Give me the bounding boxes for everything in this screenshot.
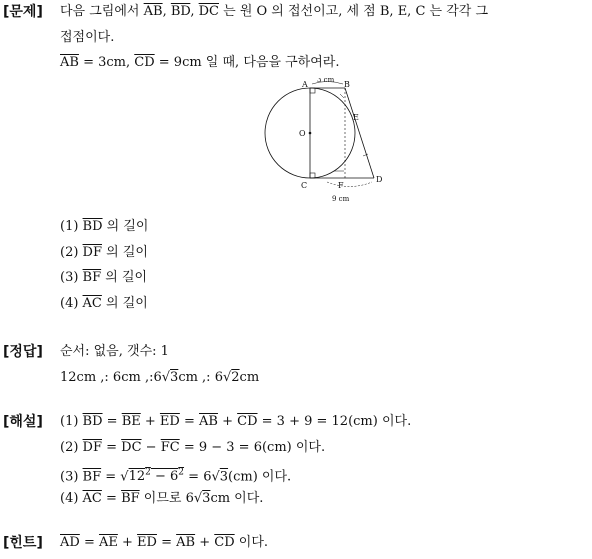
text: 의 길이 [102,244,148,260]
question-item [60,217,584,243]
hint-body [60,533,584,559]
explanation-line-2 [60,438,584,464]
text: = [102,414,122,429]
sqrt-symbol: √ [161,370,171,385]
segment: $\overline{ED}$ [137,535,157,550]
text: 이므로 6 [139,490,194,506]
answer-line-1: 순서: 없음, 갯수: 1 [60,344,169,359]
segment: $\overline{BD}$ [82,219,103,234]
segment: $\overline{BE}$ [121,414,141,429]
segment: $\overline{DF}$ [82,244,102,260]
question-item [60,294,584,320]
answer-tag: [정답] [3,344,43,360]
segment: $\overline{CD}$ [214,535,235,550]
text: 의 길이 [101,270,148,285]
text: cm [239,370,260,385]
radicand: 3 [219,469,229,485]
explanation-tag: [해설] [3,414,43,430]
text: = 9cm 일 때, 다음을 구하여라. [154,55,340,70]
text: , [162,4,171,19]
tick-mark [363,154,368,156]
question-item [60,243,584,269]
radicand: 3 [170,370,179,385]
segment: $\overline{AC}$ [82,295,102,311]
right-angle-c [310,173,315,178]
text: − [141,439,161,455]
segment: $\overline{DC}$ [121,439,142,455]
segment: $\overline{BD}$ [82,414,103,429]
segment: $\overline{AD}$ [60,535,80,550]
label-c: C [301,181,308,190]
segment-dc: $\overline{DC}$ [198,4,219,19]
text: 12 [128,469,146,485]
text: = 3 + 9 = 12(cm) 이다. [257,414,412,429]
radicand: 3 [202,490,211,506]
segment: $\overline{AB}$ [176,535,196,550]
question-list [60,217,584,319]
segment: $\overline{ED}$ [159,414,180,429]
label-top-length: 3 cm [317,78,335,84]
exponent: 2 [178,468,185,478]
answer-body [60,342,584,394]
radicand: 2 [231,370,240,385]
label-d: D [376,175,383,184]
explanation-line-1 [60,412,584,438]
text: = [101,490,122,506]
text: + [217,414,238,429]
text: 이다. [234,535,269,550]
segment-ab: $\overline{AB}$ [143,4,163,19]
hint-line [60,533,584,559]
segment: $\overline{FC}$ [160,439,180,455]
label-f: F [338,181,344,190]
segment: $\overline{BF}$ [82,270,102,285]
text: = [79,535,99,550]
right-angle-a [310,88,315,93]
explanation-body [60,412,584,514]
question-item [60,268,584,294]
text: (3) [60,270,83,285]
segment: $\overline{BF}$ [121,490,140,506]
hint-tag: [힌트] [3,535,43,551]
text: = [102,439,122,455]
segment: $\overline{BF}$ [82,469,102,485]
text: (1) [60,219,83,234]
text: cm ,: 6 [178,370,223,385]
segment: $\overline{DF}$ [82,439,102,455]
segment: $\overline{AE}$ [98,535,118,550]
label-a: A [302,80,308,89]
text: (1) [60,414,83,429]
text: 12cm ,: 6cm ,:6 [60,370,162,385]
segment: $\overline{AB}$ [199,414,218,429]
problem-line-2: 접점이다. [60,29,115,45]
label-e: E [353,113,359,122]
text: (2) [60,439,83,455]
segment-cd: $\overline{CD}$ [134,55,155,70]
text: (4) [60,295,83,311]
problem-tag: [문제] [3,4,43,20]
sqrt-symbol: √ [222,370,232,385]
segment: $\overline{CD}$ [237,414,258,429]
problem-line-1 [60,2,584,28]
radicand [129,469,184,484]
text: , [190,4,199,19]
text: − 6 [150,469,179,485]
tangent-circle-figure [262,78,392,208]
text: (cm) 이다. [228,469,292,485]
answer-line-2 [60,368,584,394]
text: = [179,414,200,429]
sqrt-symbol: √ [211,469,220,485]
text: (2) [60,244,83,260]
segment-bd-line [345,88,374,178]
segment: $\overline{AC}$ [82,490,102,506]
label-bottom-length: 9 cm [332,195,350,203]
text: 다음 그림에서 [60,4,144,19]
text: 는 원 O 의 접선이고, 세 점 B, E, C 는 각각 그 [219,4,489,19]
explanation-line-4 [60,489,584,515]
sqrt-symbol: √ [193,490,203,506]
problem-line-3 [60,53,584,79]
segment-ab: $\overline{AB}$ [60,55,79,70]
text: = 6 [184,469,212,485]
text: 의 길이 [101,295,148,311]
tick-mark [340,94,344,98]
segment-bd: $\overline{BD}$ [170,4,191,19]
text: + [117,535,138,550]
label-b: B [344,80,350,89]
text: cm 이다. [210,490,264,506]
text: + [140,414,160,429]
label-o: O [299,129,306,138]
text: = 9 − 3 = 6(cm) 이다. [179,439,326,455]
text: = [156,535,177,550]
explanation-line-3 [60,463,584,489]
problem-body [60,2,584,79]
brace-bottom [327,182,372,187]
text: = √ [101,469,129,485]
text: + [195,535,215,550]
center-dot [309,132,312,135]
text: (3) [60,469,83,485]
text: = 3cm, [78,55,135,70]
text: (4) [60,490,83,506]
exponent: 2 [145,468,151,478]
text: 의 길이 [102,219,149,234]
